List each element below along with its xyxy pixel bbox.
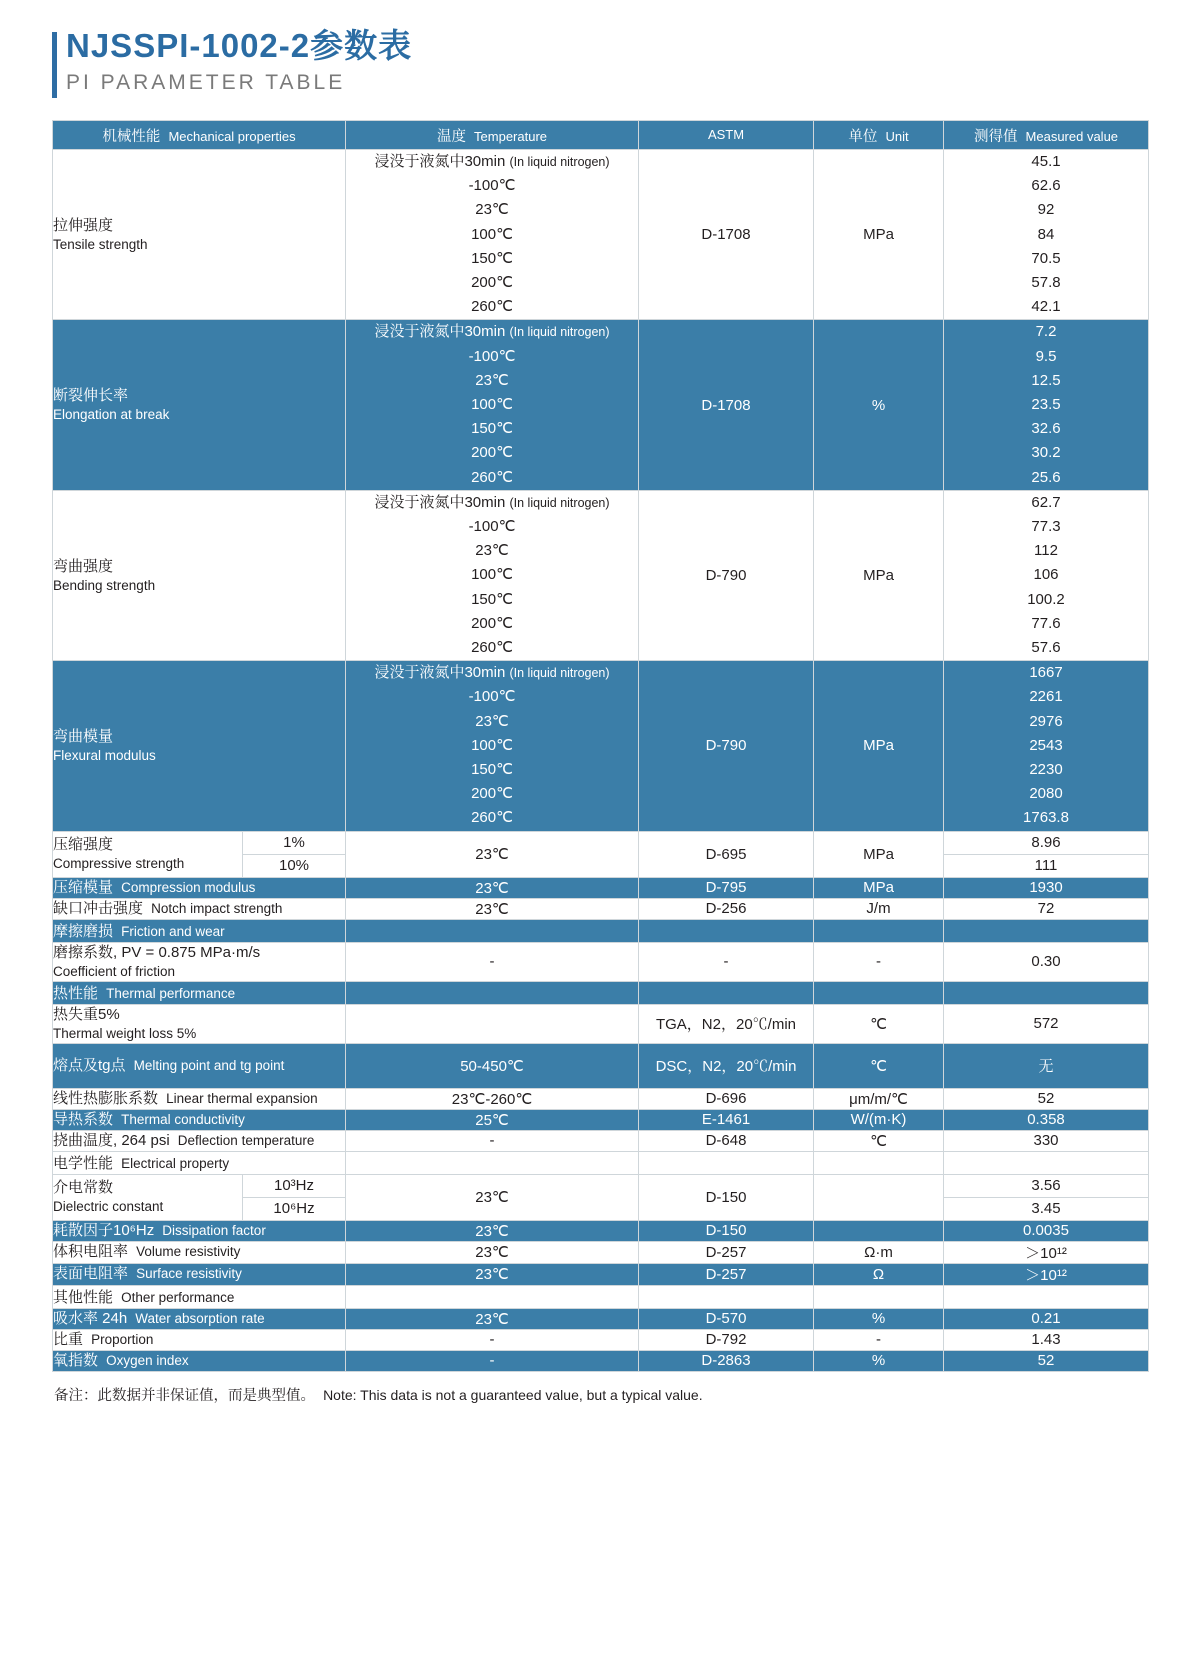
row-label-en: Deflection temperature xyxy=(177,1132,315,1148)
table-row xyxy=(53,1109,1149,1130)
temp-step: 23℃ xyxy=(475,712,509,730)
row-temperature: 23℃ xyxy=(346,1220,639,1241)
row-label-en: Melting point and tg point xyxy=(133,1057,285,1073)
row-unit: W/(m·K) xyxy=(814,1109,944,1130)
row-value: 111 xyxy=(944,854,1149,877)
row-label-bending xyxy=(53,490,346,660)
header-cell-temperature xyxy=(346,121,639,150)
table-row xyxy=(53,1263,1149,1285)
section-header-thermal xyxy=(53,981,1149,1004)
table-row xyxy=(53,1174,1149,1197)
row-label-oxygen-index xyxy=(53,1350,346,1371)
row-temperature: 23℃ xyxy=(346,1241,639,1263)
compressive-sub-1pct: 1% xyxy=(243,831,346,854)
header-unit-en: Unit xyxy=(885,128,909,144)
section-label-en: Thermal performance xyxy=(106,986,236,1002)
row-label-cn: 压缩模量 xyxy=(53,878,114,896)
section-label-cn: 电学性能 xyxy=(53,1155,114,1173)
row-label-cn: 线性热膨胀系数 xyxy=(53,1089,159,1107)
table-row xyxy=(53,1130,1149,1151)
header-unit-cn: 单位 xyxy=(848,128,878,145)
row-label-cn: 拉伸强度 xyxy=(53,216,114,234)
table-row xyxy=(53,1088,1149,1109)
header-cell-measured xyxy=(944,121,1149,150)
row-value: 1.43 xyxy=(944,1329,1149,1350)
header-cell-unit xyxy=(814,121,944,150)
section-empty-unit xyxy=(814,919,944,942)
section-empty-value xyxy=(944,1285,1149,1308)
header-mechanical-en: Mechanical properties xyxy=(168,128,296,144)
section-header-friction xyxy=(53,919,1149,942)
header-cell-astm xyxy=(639,121,814,150)
section-label-en: Electrical property xyxy=(121,1156,230,1172)
value: 2976 xyxy=(1029,712,1063,730)
row-label-dissipation-factor xyxy=(53,1220,346,1241)
temp-step: 150℃ xyxy=(471,590,513,608)
value: 112 xyxy=(1034,542,1058,560)
temp-step: 260℃ xyxy=(471,809,513,827)
page-title: NJSSPI-1002-2参数表 xyxy=(66,27,413,64)
row-label-cn: 缺口冲击强度 xyxy=(53,899,144,917)
value: 62.6 xyxy=(1031,177,1061,195)
temp-first-cn: 浸没于液氮中30min xyxy=(374,493,506,511)
row-label-en: Elongation at break xyxy=(53,407,170,423)
temp-step: -100℃ xyxy=(468,347,516,365)
header-temperature-cn: 温度 xyxy=(436,128,466,145)
row-label-en: Proportion xyxy=(91,1331,154,1347)
value: 1763.8 xyxy=(1023,809,1069,827)
row-values xyxy=(944,661,1149,831)
temp-step: 100℃ xyxy=(471,736,513,754)
row-astm: D-150 xyxy=(639,1220,814,1241)
row-temperature: 23℃ xyxy=(346,898,639,919)
row-values xyxy=(944,320,1149,490)
value: 106 xyxy=(1033,566,1059,584)
row-value: ＞10¹² xyxy=(944,1241,1149,1263)
value: 77.3 xyxy=(1031,518,1061,536)
row-astm: D-570 xyxy=(639,1308,814,1329)
dielectric-sub-1khz: 10³Hz xyxy=(243,1174,346,1197)
section-header-other xyxy=(53,1285,1149,1308)
value: 57.6 xyxy=(1031,639,1061,657)
row-label-en: Compression modulus xyxy=(121,879,256,895)
row-astm: D-795 xyxy=(639,877,814,898)
row-unit xyxy=(814,1220,944,1241)
row-label-elongation xyxy=(53,320,346,490)
temp-step: -100℃ xyxy=(468,177,516,195)
temp-step: 23℃ xyxy=(475,542,509,560)
section-empty-unit xyxy=(814,1151,944,1174)
row-label-cn: 弯曲模量 xyxy=(53,727,114,745)
value: 23.5 xyxy=(1031,396,1061,414)
row-astm: D-256 xyxy=(639,898,814,919)
footnote-en: Note: This data is not a guaranteed value, but a typical value. xyxy=(323,1386,703,1403)
temp-step: -100℃ xyxy=(468,688,516,706)
row-value: 572 xyxy=(944,1004,1149,1043)
row-value: 8.96 xyxy=(944,831,1149,854)
value: 7.2 xyxy=(1035,323,1057,341)
temp-step-first xyxy=(346,491,638,515)
row-value: 0.358 xyxy=(944,1109,1149,1130)
section-label xyxy=(53,981,346,1004)
temp-step: 150℃ xyxy=(471,761,513,779)
row-label-cn: 比重 xyxy=(53,1330,84,1348)
row-label-friction-coefficient xyxy=(53,942,346,981)
row-temperature xyxy=(346,1004,639,1043)
row-value: ＞10¹² xyxy=(944,1263,1149,1285)
header-mechanical-cn: 机械性能 xyxy=(102,128,161,145)
table-row xyxy=(53,320,1149,490)
row-astm: TGA，N2，20℃/min xyxy=(639,1004,814,1043)
section-empty-astm xyxy=(639,919,814,942)
row-label-en: Flexural modulus xyxy=(53,747,156,763)
value: 57.8 xyxy=(1031,274,1061,292)
row-value: 0.21 xyxy=(944,1308,1149,1329)
section-empty-temp xyxy=(346,1285,639,1308)
temp-step: 200℃ xyxy=(471,274,513,292)
row-astm: D-1708 xyxy=(639,150,814,320)
row-temperature: - xyxy=(346,1350,639,1371)
row-label-proportion xyxy=(53,1329,346,1350)
temp-step: 150℃ xyxy=(471,249,513,267)
value: 84 xyxy=(1037,225,1055,243)
row-label-linear-thermal-expansion xyxy=(53,1088,346,1109)
section-empty-astm xyxy=(639,1151,814,1174)
row-label-tensile xyxy=(53,150,346,320)
row-value: 52 xyxy=(944,1088,1149,1109)
row-label-en: Compressive strength xyxy=(53,856,185,872)
row-astm: D-150 xyxy=(639,1174,814,1220)
section-empty-value xyxy=(944,1151,1149,1174)
row-label-notch-impact xyxy=(53,898,346,919)
table-row xyxy=(53,490,1149,660)
temp-step: 260℃ xyxy=(471,639,513,657)
value: 30.2 xyxy=(1031,444,1061,462)
row-temperature: 23℃ xyxy=(346,1263,639,1285)
table-row xyxy=(53,150,1149,320)
temp-first-en: (In liquid nitrogen) xyxy=(509,666,610,681)
row-label-en: Bending strength xyxy=(53,577,156,593)
section-label-cn: 热性能 xyxy=(53,985,99,1003)
section-label-en: Friction and wear xyxy=(121,924,225,940)
value: 25.6 xyxy=(1031,468,1061,486)
header-astm: ASTM xyxy=(707,127,745,142)
table-row xyxy=(53,1241,1149,1263)
row-value: 0.30 xyxy=(944,942,1149,981)
footnote xyxy=(52,1384,1148,1405)
row-label-en: Linear thermal expansion xyxy=(166,1090,318,1106)
temp-step: 100℃ xyxy=(471,225,513,243)
row-temperature: 25℃ xyxy=(346,1109,639,1130)
section-empty-unit xyxy=(814,981,944,1004)
row-label-en: Tensile strength xyxy=(53,236,148,252)
value: 70.5 xyxy=(1031,249,1061,267)
table-row xyxy=(53,1220,1149,1241)
row-label-cn: 压缩强度 xyxy=(53,836,114,854)
row-astm: D-1708 xyxy=(639,320,814,490)
row-unit: MPa xyxy=(814,661,944,831)
row-label-volume-resistivity xyxy=(53,1241,346,1263)
row-label-en: Surface resistivity xyxy=(136,1266,242,1282)
row-value: 52 xyxy=(944,1350,1149,1371)
row-label-thermal-conductivity xyxy=(53,1109,346,1130)
row-label-cn: 热失重5% xyxy=(53,1005,120,1023)
row-value: 0.0035 xyxy=(944,1220,1149,1241)
row-temperature: - xyxy=(346,1130,639,1151)
row-label-cn: 介电常数 xyxy=(53,1179,114,1197)
row-values xyxy=(944,150,1149,320)
section-label-en: Other performance xyxy=(121,1290,235,1306)
temp-step-first xyxy=(346,661,638,685)
value: 45.1 xyxy=(1031,153,1061,170)
table-row xyxy=(53,877,1149,898)
row-astm: E-1461 xyxy=(639,1109,814,1130)
row-temperature: 50-450℃ xyxy=(346,1043,639,1088)
row-unit: Ω·m xyxy=(814,1241,944,1263)
temp-step: 260℃ xyxy=(471,468,513,486)
section-empty-temp xyxy=(346,919,639,942)
row-unit: MPa xyxy=(814,831,944,877)
parameter-table xyxy=(52,120,1149,1372)
row-unit: ℃ xyxy=(814,1130,944,1151)
footnote-cn: 备注：此数据并非保证值，而是典型值。 xyxy=(54,1387,315,1404)
row-temperature: - xyxy=(346,942,639,981)
row-unit: J/m xyxy=(814,898,944,919)
table-row xyxy=(53,1308,1149,1329)
value: 92 xyxy=(1037,201,1055,219)
row-unit: ℃ xyxy=(814,1004,944,1043)
header-measured-en: Measured value xyxy=(1025,128,1119,144)
temp-step: 200℃ xyxy=(471,785,513,803)
row-temperature-steps xyxy=(346,490,639,660)
section-label xyxy=(53,1285,346,1308)
temp-step: 23℃ xyxy=(475,371,509,389)
row-label-water-absorption xyxy=(53,1308,346,1329)
header-cell-mechanical xyxy=(53,121,346,150)
row-label-dielectric-constant xyxy=(53,1174,243,1220)
temp-first-en: (In liquid nitrogen) xyxy=(509,325,610,340)
section-empty-temp xyxy=(346,981,639,1004)
row-astm: DSC，N2，20℃/min xyxy=(639,1043,814,1088)
row-label-en: Thermal weight loss 5% xyxy=(53,1025,197,1041)
row-label-deflection-temperature xyxy=(53,1130,346,1151)
table-row xyxy=(53,831,1149,854)
row-unit: μm/m/℃ xyxy=(814,1088,944,1109)
row-astm: D-648 xyxy=(639,1130,814,1151)
row-unit: - xyxy=(814,1329,944,1350)
table-row xyxy=(53,898,1149,919)
row-unit: ℃ xyxy=(814,1043,944,1088)
dielectric-sub-1mhz: 10⁶Hz xyxy=(243,1197,346,1220)
row-label-compression-modulus xyxy=(53,877,346,898)
table-header-row xyxy=(53,121,1149,150)
row-label-cn: 吸水率 24h xyxy=(53,1309,128,1327)
section-empty-astm xyxy=(639,981,814,1004)
header-measured-cn: 测得值 xyxy=(973,128,1018,145)
value: 77.6 xyxy=(1031,614,1061,632)
row-temperature-steps xyxy=(346,320,639,490)
row-unit xyxy=(814,1174,944,1220)
temp-step: 200℃ xyxy=(471,444,513,462)
value: 100.2 xyxy=(1027,590,1065,608)
row-unit: % xyxy=(814,1308,944,1329)
row-temperature: 23℃-260℃ xyxy=(346,1088,639,1109)
row-label-melting-point xyxy=(53,1043,346,1088)
row-temperature: 23℃ xyxy=(346,831,639,877)
row-label-en: Oxygen index xyxy=(106,1352,189,1368)
row-astm: D-790 xyxy=(639,490,814,660)
row-label-cn: 耗散因子10⁶Hz xyxy=(53,1221,155,1239)
row-value: 无 xyxy=(944,1043,1149,1088)
row-unit: % xyxy=(814,320,944,490)
row-label-cn: 断裂伸长率 xyxy=(53,387,129,405)
row-label-en: Dissipation factor xyxy=(162,1222,266,1238)
page-header xyxy=(52,26,1148,98)
row-unit: Ω xyxy=(814,1263,944,1285)
row-value: 3.45 xyxy=(944,1197,1149,1220)
table-row xyxy=(53,942,1149,981)
section-label xyxy=(53,919,346,942)
row-astm: D-257 xyxy=(639,1241,814,1263)
temp-first-cn: 浸没于液氮中30min xyxy=(374,664,506,682)
row-temperature-steps xyxy=(346,661,639,831)
temp-step: 150℃ xyxy=(471,420,513,438)
row-label-cn: 导热系数 xyxy=(53,1110,114,1128)
row-label-en: Water absorption rate xyxy=(135,1310,265,1326)
row-label-cn: 磨擦系数, PV = 0.875 MPa·m/s xyxy=(53,943,261,961)
row-astm: D-2863 xyxy=(639,1350,814,1371)
value: 2080 xyxy=(1029,785,1063,803)
temp-step: 200℃ xyxy=(471,614,513,632)
section-empty-value xyxy=(944,919,1149,942)
row-label-compressive xyxy=(53,831,243,877)
temp-step-first xyxy=(346,320,638,344)
temp-step: 260℃ xyxy=(471,298,513,316)
temp-step-first xyxy=(346,150,638,174)
row-label-cn: 挠曲温度, 264 psi xyxy=(53,1131,170,1149)
section-empty-unit xyxy=(814,1285,944,1308)
row-unit: MPa xyxy=(814,877,944,898)
table-row xyxy=(53,1329,1149,1350)
row-label-en: Volume resistivity xyxy=(136,1244,241,1260)
temp-first-cn: 浸没于液氮中30min xyxy=(374,323,506,341)
row-temperature: - xyxy=(346,1329,639,1350)
table-row xyxy=(53,1043,1149,1088)
temp-step: 100℃ xyxy=(471,566,513,584)
row-value: 72 xyxy=(944,898,1149,919)
value: 1667 xyxy=(1029,664,1063,682)
row-unit: % xyxy=(814,1350,944,1371)
section-empty-value xyxy=(944,981,1149,1004)
compressive-sub-10pct: 10% xyxy=(243,854,346,877)
row-astm: D-790 xyxy=(639,661,814,831)
temp-step: 100℃ xyxy=(471,396,513,414)
row-astm: D-695 xyxy=(639,831,814,877)
row-label-cn: 氧指数 xyxy=(53,1351,99,1369)
row-unit: MPa xyxy=(814,150,944,320)
row-temperature: 23℃ xyxy=(346,1308,639,1329)
row-astm: D-792 xyxy=(639,1329,814,1350)
row-label-en: Coefficient of friction xyxy=(53,963,176,979)
temp-first-en: (In liquid nitrogen) xyxy=(509,155,610,169)
section-empty-astm xyxy=(639,1285,814,1308)
section-label xyxy=(53,1151,346,1174)
value: 2230 xyxy=(1029,761,1063,779)
value: 62.7 xyxy=(1031,493,1061,511)
row-label-flexural xyxy=(53,661,346,831)
value: 9.5 xyxy=(1035,347,1057,365)
row-label-cn: 体积电阻率 xyxy=(53,1243,129,1261)
row-label-cn: 表面电阻率 xyxy=(53,1265,129,1283)
temp-step: 23℃ xyxy=(475,201,509,219)
temp-first-en: (In liquid nitrogen) xyxy=(509,495,610,510)
table-row xyxy=(53,1004,1149,1043)
table-row xyxy=(53,661,1149,831)
row-astm: - xyxy=(639,942,814,981)
row-value: 3.56 xyxy=(944,1174,1149,1197)
row-label-surface-resistivity xyxy=(53,1263,346,1285)
value: 2543 xyxy=(1029,736,1063,754)
row-label-cn: 弯曲强度 xyxy=(53,557,114,575)
row-values xyxy=(944,490,1149,660)
row-temperature-steps xyxy=(346,150,639,320)
row-label-cn: 熔点及tg点 xyxy=(53,1056,126,1074)
value: 32.6 xyxy=(1031,420,1061,438)
section-label-cn: 其他性能 xyxy=(53,1289,114,1307)
value: 42.1 xyxy=(1031,298,1061,316)
row-label-thermal-weight-loss xyxy=(53,1004,346,1043)
row-label-en: Notch impact strength xyxy=(151,900,283,916)
row-label-en: Dielectric constant xyxy=(53,1199,164,1215)
row-label-en: Thermal conductivity xyxy=(121,1111,245,1127)
section-label-cn: 摩擦磨损 xyxy=(53,923,114,941)
row-temperature: 23℃ xyxy=(346,1174,639,1220)
value: 2261 xyxy=(1029,688,1063,706)
value: 12.5 xyxy=(1031,371,1061,389)
section-header-electrical xyxy=(53,1151,1149,1174)
header-accent-bar xyxy=(52,32,57,98)
temp-step: -100℃ xyxy=(468,518,516,536)
row-value: 330 xyxy=(944,1130,1149,1151)
row-unit: MPa xyxy=(814,490,944,660)
temp-first-cn: 浸没于液氮中30min xyxy=(374,153,506,170)
section-empty-temp xyxy=(346,1151,639,1174)
table-row xyxy=(53,1350,1149,1371)
page-subtitle: PI PARAMETER TABLE xyxy=(66,71,346,94)
row-value: 1930 xyxy=(944,877,1149,898)
row-astm: D-696 xyxy=(639,1088,814,1109)
row-unit: - xyxy=(814,942,944,981)
row-temperature: 23℃ xyxy=(346,877,639,898)
header-temperature-en: Temperature xyxy=(474,128,548,144)
row-astm: D-257 xyxy=(639,1263,814,1285)
